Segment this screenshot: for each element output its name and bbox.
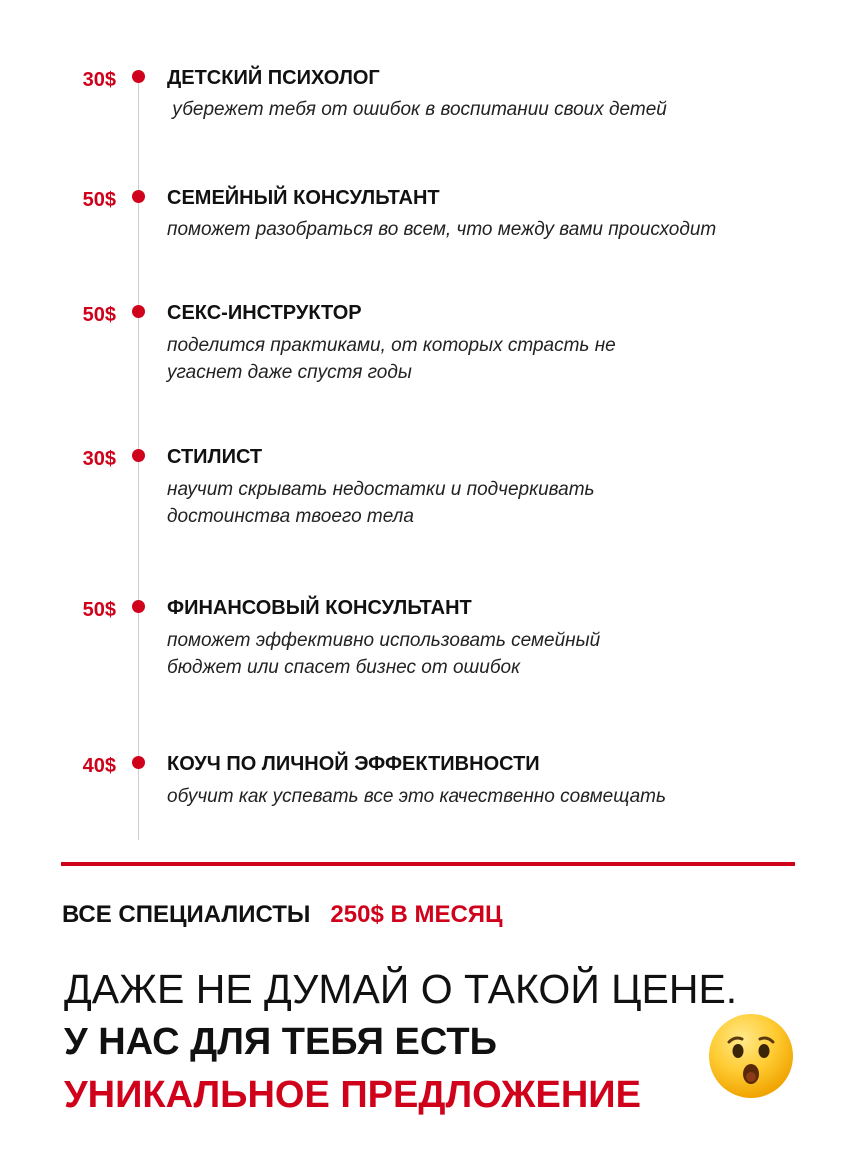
offer-line-1: ДАЖЕ НЕ ДУМАЙ О ТАКОЙ ЦЕНЕ. (64, 966, 738, 1012)
total-summary (62, 900, 503, 930)
specialist-title: СЕМЕЙНЫЙ КОНСУЛЬТАНТ (167, 187, 440, 209)
specialist-description: научит скрывать недостатки и подчеркивать достоинства твоего тела (167, 479, 595, 527)
timeline-dot (132, 70, 145, 83)
specialist-price: 50$ (82, 599, 116, 621)
total-label: ВСЕ СПЕЦИАЛИСТЫ (62, 901, 311, 928)
timeline-dot (132, 756, 145, 769)
astonished-face-icon (707, 1012, 795, 1100)
specialist-price: 50$ (82, 189, 116, 211)
specialist-description: поможет эффективно использовать семейный бюджет или спасет бизнес от ошибок (167, 630, 601, 678)
timeline-dot (132, 190, 145, 203)
specialist-price: 30$ (82, 69, 116, 91)
specialist-price: 50$ (82, 304, 116, 326)
total-price: 250$ В МЕСЯЦ (330, 901, 503, 928)
specialist-description: поделится практиками, от которых страсть не угаснет даже спустя годы (167, 335, 616, 383)
timeline-dot (132, 305, 145, 318)
specialist-description: обучит как успевать все это качественно совмещать (167, 786, 667, 807)
timeline-dot (132, 449, 145, 462)
offer-line-3: УНИКАЛЬНОЕ ПРЕДЛОЖЕНИЕ (64, 1074, 641, 1116)
section-divider (61, 862, 795, 866)
specialist-description: убережет тебя от ошибок в воспитании своих детей (167, 99, 667, 120)
specialist-title: ДЕТСКИЙ ПСИХОЛОГ (167, 67, 380, 89)
specialist-title: СЕКС-ИНСТРУКТОР (167, 302, 362, 324)
offer-line-2: У НАС ДЛЯ ТЕБЯ ЕСТЬ (64, 1021, 497, 1063)
specialist-title: КОУЧ ПО ЛИЧНОЙ ЭФФЕКТИВНОСТИ (167, 753, 540, 775)
timeline-dot (132, 600, 145, 613)
specialist-price: 40$ (82, 755, 116, 777)
specialist-title: СТИЛИСТ (167, 446, 263, 468)
specialist-description: поможет разобраться во всем, что между вами происходит (167, 219, 717, 240)
specialist-title: ФИНАНСОВЫЙ КОНСУЛЬТАНТ (167, 597, 472, 619)
specialist-price: 30$ (82, 448, 116, 470)
